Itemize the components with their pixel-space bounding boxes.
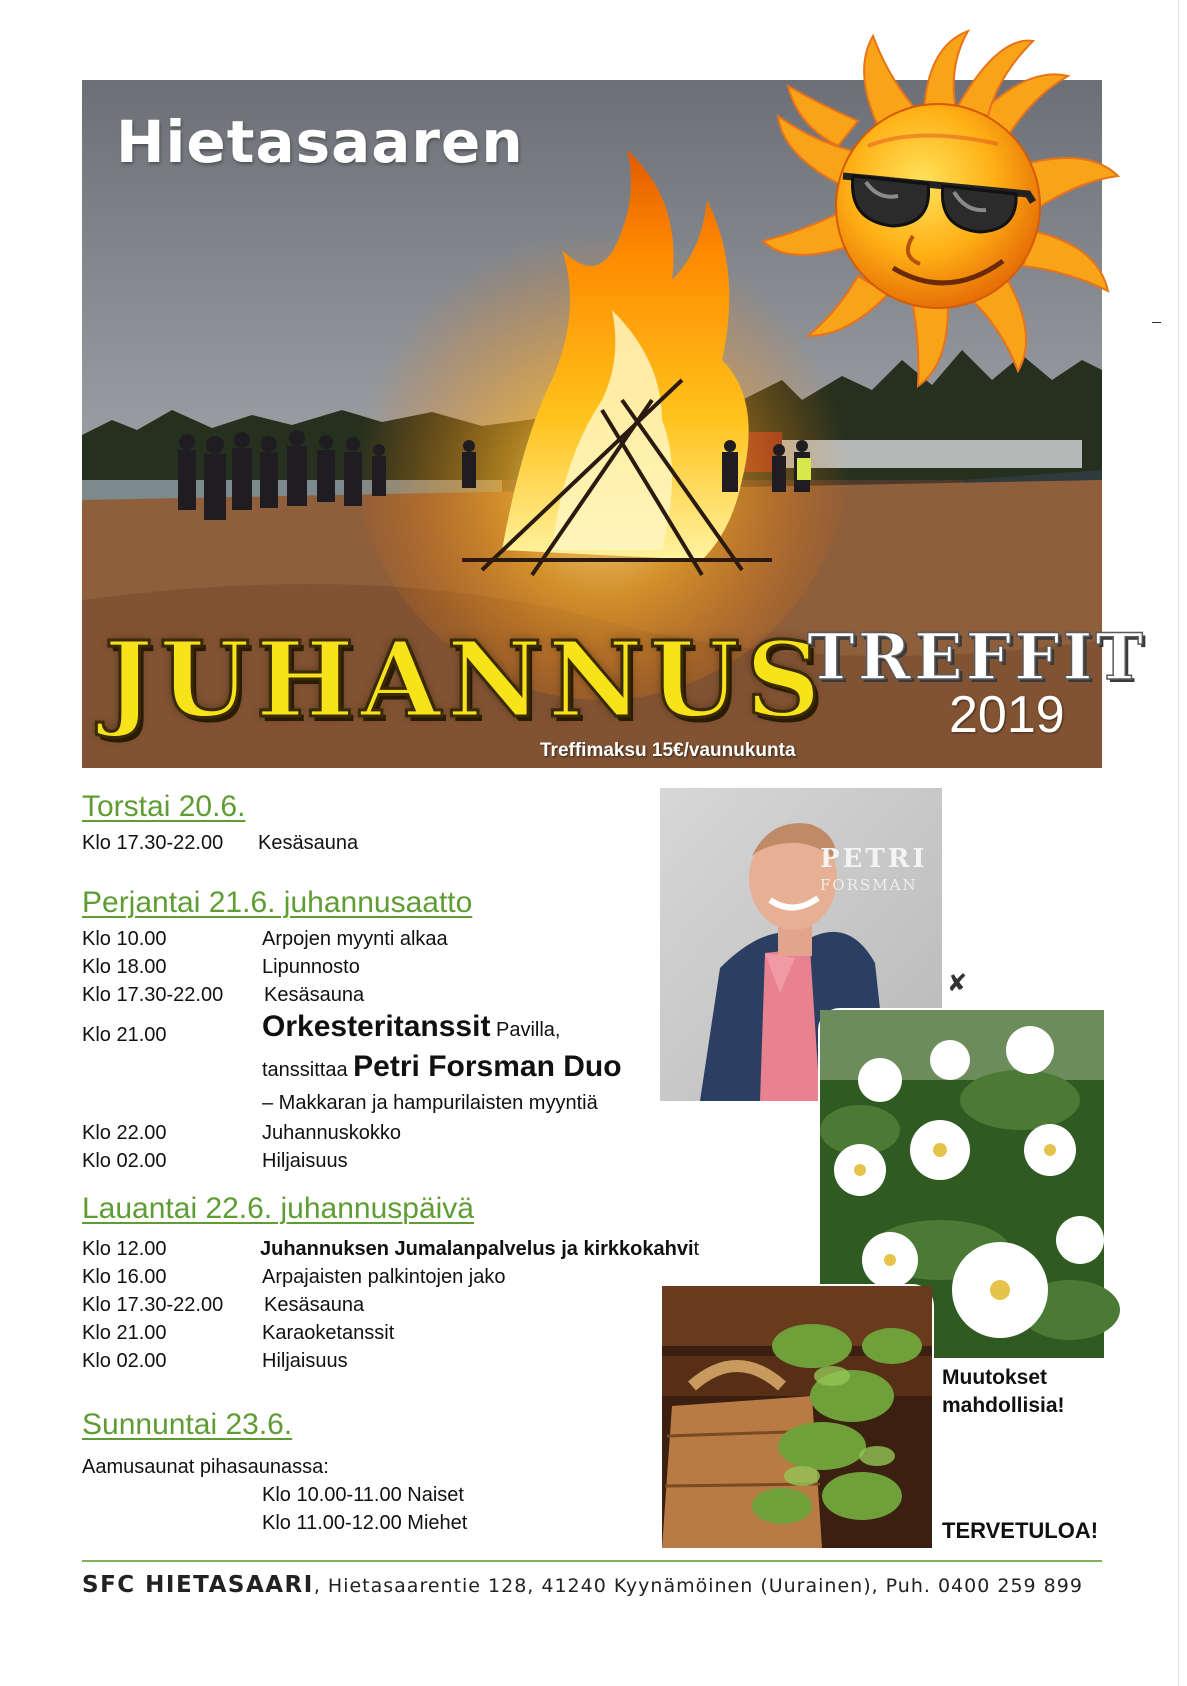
changes-line-1: Muutokset: [942, 1366, 1047, 1389]
fee-text: Treffimaksu 15€/vaunukunta: [540, 740, 796, 761]
row-time: Klo 21.00: [82, 1024, 167, 1046]
row-event: Arpajaisten palkintojen jako: [262, 1266, 506, 1288]
dance-title-line: [262, 1010, 561, 1043]
event-year: 2019: [949, 686, 1065, 744]
thursday-heading: Torstai 20.6.: [82, 790, 246, 823]
dance-prefix: tanssittaa: [262, 1059, 348, 1081]
service-tail: t: [693, 1238, 700, 1260]
row-event: Klo 10.00-11.00 Naiset: [262, 1484, 464, 1506]
juhannus-title: JUHANNUS: [104, 618, 827, 741]
row-time: Klo 16.00: [82, 1266, 167, 1288]
row-event: Juhannuskokko: [262, 1122, 401, 1144]
banner-title: Hietasaaren: [116, 108, 524, 176]
row-time: Klo 02.00: [82, 1350, 167, 1372]
row-event: Kesäsauna: [264, 984, 365, 1006]
sunday-intro-text: Aamusaunat pihasaunassa:: [82, 1456, 329, 1478]
dance-location: Pavilla,: [496, 1019, 561, 1041]
footer-address: , Hietasaarentie 128, 41240 Kyynämöinen (Uurainen), Puh. 0400 259 899: [313, 1575, 1083, 1597]
row-time: Klo 02.00: [82, 1150, 167, 1172]
treffit-title: TREFFIT: [807, 620, 1147, 695]
friday-heading: Perjantai 21.6. juhannusaatto: [82, 886, 473, 919]
row-time: Klo 12.00: [82, 1238, 167, 1260]
row-event: Kesäsauna: [258, 832, 359, 854]
footer-organization: SFC HIETASAARI: [82, 1572, 314, 1598]
row-time: Klo 21.00: [82, 1322, 167, 1344]
row-event: Hiljaisuus: [262, 1150, 348, 1172]
footer: [82, 1572, 1083, 1598]
row-event: Karaoketanssit: [262, 1322, 395, 1344]
row-time: Klo 17.30-22.00: [82, 1294, 224, 1316]
row-time: Klo 10.00: [82, 928, 167, 950]
changes-line-2: mahdollisia!: [942, 1394, 1065, 1417]
row-event: Lipunnosto: [262, 956, 360, 978]
row-time: Klo 18.00: [82, 956, 167, 978]
row-event: Kesäsauna: [264, 1294, 365, 1316]
artist-caption-1: PETRI: [820, 844, 928, 874]
changes-note: [942, 1364, 1065, 1420]
dance-sub: – Makkaran ja hampurilaisten myyntiä: [262, 1092, 598, 1114]
dance-title: Orkesteritanssit: [262, 1010, 491, 1043]
stray-mark: [1152, 322, 1161, 323]
saturday-heading: Lauantai 22.6. juhannuspäivä: [82, 1192, 474, 1225]
sun-sunglasses-icon: [758, 36, 1132, 366]
artist-caption-2: FORSMAN: [820, 876, 918, 894]
row-event: Arpojen myynti alkaa: [262, 928, 448, 950]
row-time: Klo 17.30-22.00: [82, 832, 224, 854]
service-line: [260, 1236, 699, 1262]
service-text: Juhannuksen Jumalanpalvelus ja kirkkokahvi: [260, 1238, 694, 1260]
dance-band: Petri Forsman Duo: [353, 1050, 622, 1083]
sauna-whisk-photo: [660, 1284, 934, 1550]
row-event: Hiljaisuus: [262, 1350, 348, 1372]
dance-band-line: [262, 1050, 622, 1083]
row-event: Klo 11.00-12.00 Miehet: [262, 1512, 468, 1534]
small-doodle-icon: ✘: [947, 969, 968, 997]
sunday-heading: Sunnuntai 23.6.: [82, 1408, 293, 1441]
page-edge: [1178, 0, 1179, 1686]
row-time: Klo 22.00: [82, 1122, 167, 1144]
footer-divider: [82, 1560, 1102, 1562]
row-time: Klo 17.30-22.00: [82, 984, 224, 1006]
welcome-text: TERVETULOA!: [942, 1518, 1099, 1543]
